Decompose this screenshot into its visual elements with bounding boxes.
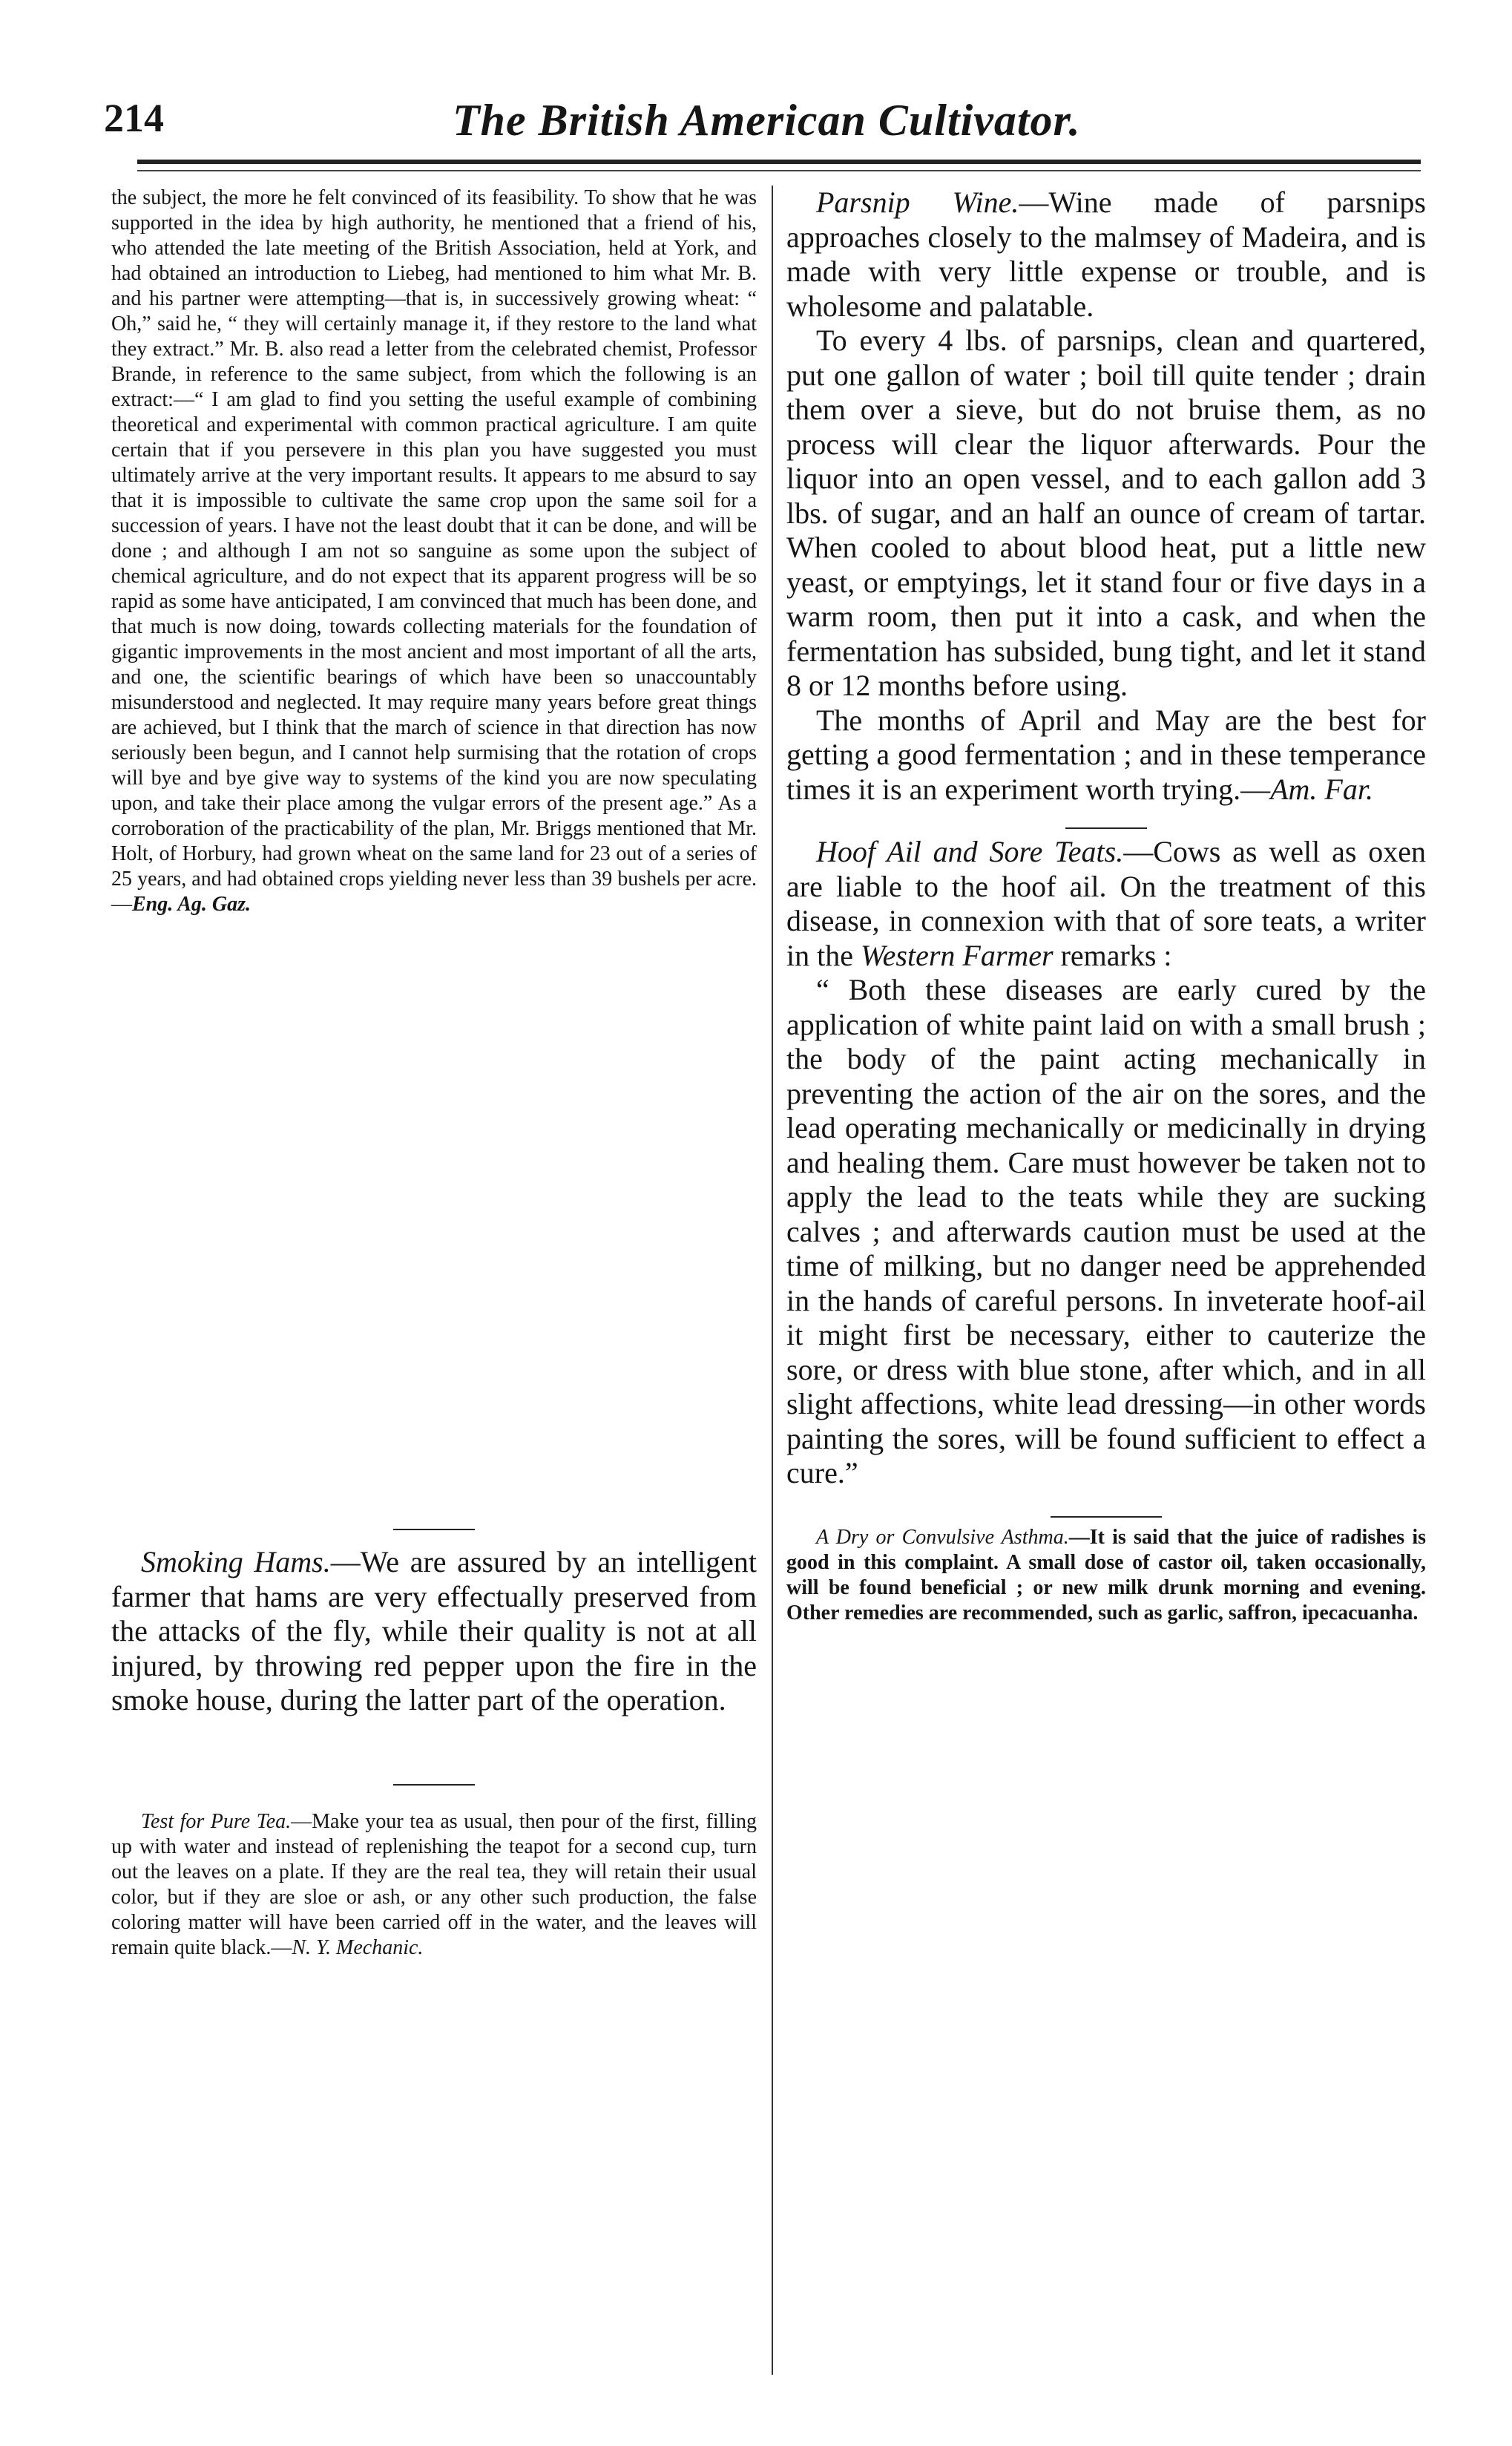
running-title: The British American Cultivator. <box>453 96 1081 145</box>
article-body: —Cows as well as oxen are liable to the hoof ail. On the treatment of this disease, in connexion with that of sore teats, a writer in the <box>786 835 1426 972</box>
separator <box>393 1784 475 1786</box>
right-column <box>786 186 1426 1626</box>
left-column <box>111 186 757 1961</box>
article-parsnip-wine <box>786 186 1426 807</box>
article-body: The months of April and May are the best for getting a good fermentation ; and in these temperance times it is an experiment worth trying.— <box>786 703 1426 806</box>
column-divider <box>772 186 773 2375</box>
separator <box>393 1529 475 1530</box>
article-body: —Make your tea as usual, then pour of the first, filling up with water and instead of replenishing the teapot for a second cup, turn out the leaves on a plate. If they are the real tea, they will retain their usual color, but if they are sloe or ash, or any other such production, the false coloring matter will have been carried off in the water, and the leaves will remain quite black.— <box>111 1810 757 1959</box>
article-body: —It is said that the juice of radishes is good in this complaint. A small dose of castor oil, taken occasionally, will be found beneficial ; or new milk drunk morning and evening. Other remedies are recommended, such as garlic, saffron, ipecacuanha. <box>786 1525 1426 1624</box>
article-asthma <box>786 1525 1426 1626</box>
article-source: Am. Far. <box>1270 772 1373 806</box>
page-number: 214 <box>104 96 164 140</box>
publication-reference: Western Farmer <box>860 938 1054 972</box>
article-continued <box>111 186 757 1529</box>
article-body: the subject, the more he felt convinced of its feasibility. To show that he was supported in the idea by high authority, he mentioned that a friend of his, who attended the late meeting of the British Association, held at York, and had obtained an introduction to Liebeg, had mentioned to him what Mr. B. and his partner were attempting—that is, in successively growing wheat: “ Oh,” said he, “ they will certainly manage it, if they restore to the land what they extract.” Mr. B. also read a letter from the celebrated chemist, Professor Brande, in reference to the same subject, from which the following is an extract:—“ I am glad to find you setting the useful example of combining theoretical and experimental with common practical agriculture. I am quite certain that if you persevere in this plan you have suggested you must ultimately arrive at the very important results. It appears to me absurd to say that it is impossible to cultivate the same crop upon the same soil for a succession of years. I have not the least doubt that it can be done, and will be done ; and although I am not so sanguine as some upon the subject of chemical agriculture, and do not expect that its apparent progress will be so rapid as some have anticipated, I am convinced that much has been done, and that much is now doing, towards collecting materials for the foundation of gigantic improvements in the most ancient and most important of all the arts, and one, the scientific bearings of which have been so unaccountably misunderstood and neglected. It may require many years before great things are achieved, but I think that the march of science in that direction has now seriously been begun, and I cannot help surmising that the rotation of crops will bye and bye give way to systems of the kind you are now speculating upon, and take their place among the vulgar errors of the present age.” As a corroboration of the practicability of the plan, Mr. Briggs mentioned that Mr. Holt, of Horbury, had grown wheat on the same land for 23 out of a series of 25 years, and had obtained crops yielding never less than 39 bushels per acre.— <box>111 186 757 916</box>
separator <box>1065 827 1147 829</box>
article-title: Hoof Ail and Sore Teats. <box>816 835 1124 868</box>
article-title: Test for Pure Tea. <box>141 1810 292 1833</box>
article-source: Eng. Ag. Gaz. <box>132 893 252 916</box>
article-pure-tea <box>111 1809 757 1961</box>
article-body: —Wine made of parsnips approaches closely to the malmsey of Madeira, and is made with very little expense or trouble, and is wholesome and palatable. <box>786 186 1426 323</box>
article-paragraph: To every 4 lbs. of parsnips, clean and quartered, put one gallon of water ; boil till quite tender ; drain them over a sieve, but do not bruise them, as no process will clear the liquor afterwards. Pour the liquor into an open vessel, and to each gallon add 3 lbs. of sugar, and an half an ounce of cream of tartar. When cooled to about blood heat, put a little new yeast, or emptyings, let it stand four or five days in a warm room, then put it into a cask, and when the fermentation has subsided, bung tight, and let it stand 8 or 12 months before using. <box>786 324 1426 702</box>
article-source: N. Y. Mechanic. <box>292 1936 424 1959</box>
article-smoking-hams <box>111 1545 757 1753</box>
header-rule-thin <box>137 170 1421 171</box>
header-rule <box>137 160 1421 164</box>
article-paragraph: “ Both these diseases are early cured by the application of white paint laid on with a small brush ; the body of the paint acting mechanically in preventing the action of the air on the sores, and the lead operating mechanically or medicinally in drying and healing them. Care must however be taken not to apply the lead to the teats while they are sucking calves ; and afterwards caution must be used at the time of milking, but no danger need be apprehended in the hands of careful persons. In inveterate hoof-ail it might first be necessary, either to cauterize the sore, or dress with blue stone, after which, and in all slight affections, white lead dressing—in other words painting the sores, will be found sufficient to effect a cure.” <box>786 973 1426 1489</box>
article-title: A Dry or Convulsive Asthma. <box>816 1525 1069 1549</box>
article-hoof-ail <box>786 835 1426 1491</box>
article-title: Parsnip Wine. <box>816 186 1019 219</box>
page-header <box>104 95 1424 154</box>
article-body: —We are assured by an intelligent farmer that hams are very effectually preserved from the attacks of the fly, while their quality is not at all injured, by throwing red pepper upon the fire in the smoke house, during the latter part of the operation. <box>111 1545 757 1717</box>
article-body: remarks : <box>1053 938 1172 972</box>
article-title: Smoking Hams. <box>141 1545 331 1578</box>
separator <box>1051 1516 1162 1518</box>
